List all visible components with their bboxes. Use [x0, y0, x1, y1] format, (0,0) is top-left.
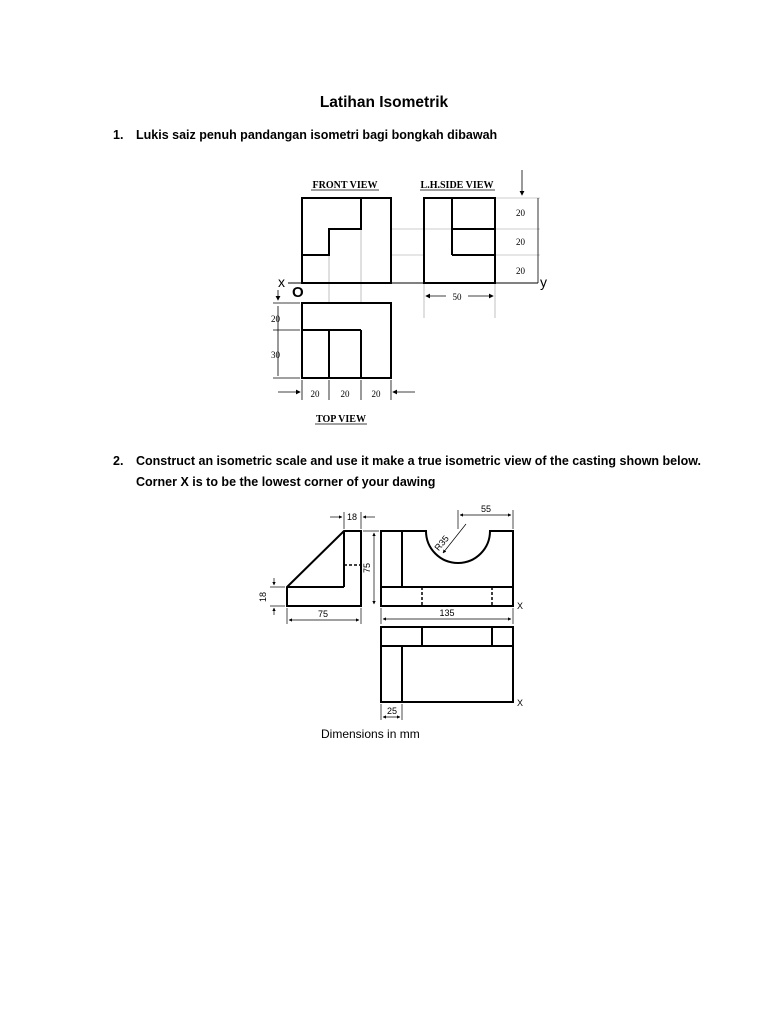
dim-55: 55: [480, 504, 492, 514]
dim-left-2: 30: [271, 350, 280, 360]
question-1-number: 1.: [113, 128, 124, 142]
question-1-text: Lukis saiz penuh pandangan isometri bagi bongkah dibawah: [136, 128, 498, 142]
question-2-line-1: Construct an isometric scale and use it make a true isometric view of the casting shown below.: [136, 454, 701, 468]
casting-top-view: [381, 627, 513, 702]
dim-75-vertical: 75: [362, 562, 372, 574]
dim-right-2: 20: [516, 237, 525, 247]
y-axis-label: y: [540, 274, 547, 290]
dim-25: 25: [386, 706, 398, 716]
side-view-label: L.H.SIDE VIEW: [420, 180, 494, 191]
x-axis-label: x: [278, 274, 285, 290]
dim-135: 135: [439, 608, 455, 618]
dim-r35: R35: [432, 533, 451, 553]
question-2-number: 2.: [113, 454, 124, 468]
dim-right-3: 20: [516, 266, 525, 276]
dim-75-horizontal: 75: [317, 609, 329, 619]
top-view-label: TOP VIEW: [316, 414, 366, 425]
dim-bottom-1: 20: [310, 389, 320, 399]
origin-label: O: [292, 284, 304, 301]
dim-side-width: 50: [452, 292, 462, 302]
dim-right-1: 20: [516, 208, 525, 218]
question-2-line-2: Corner X is to be the lowest corner of your dawing: [136, 475, 436, 489]
dim-bottom-2: 20: [340, 389, 350, 399]
dim-bottom-3: 20: [371, 389, 381, 399]
front-view-label: FRONT VIEW: [312, 180, 378, 191]
dim-18-top: 18: [346, 512, 358, 522]
corner-x-label-2: X: [517, 698, 524, 708]
dim-18-side: 18: [258, 591, 268, 603]
casting-side-view: [287, 531, 361, 606]
dimensions-caption: Dimensions in mm: [321, 727, 420, 741]
dim-left-1: 20: [271, 314, 280, 324]
corner-x-label-1: X: [517, 601, 524, 611]
page-title: Latihan Isometrik: [319, 94, 449, 111]
